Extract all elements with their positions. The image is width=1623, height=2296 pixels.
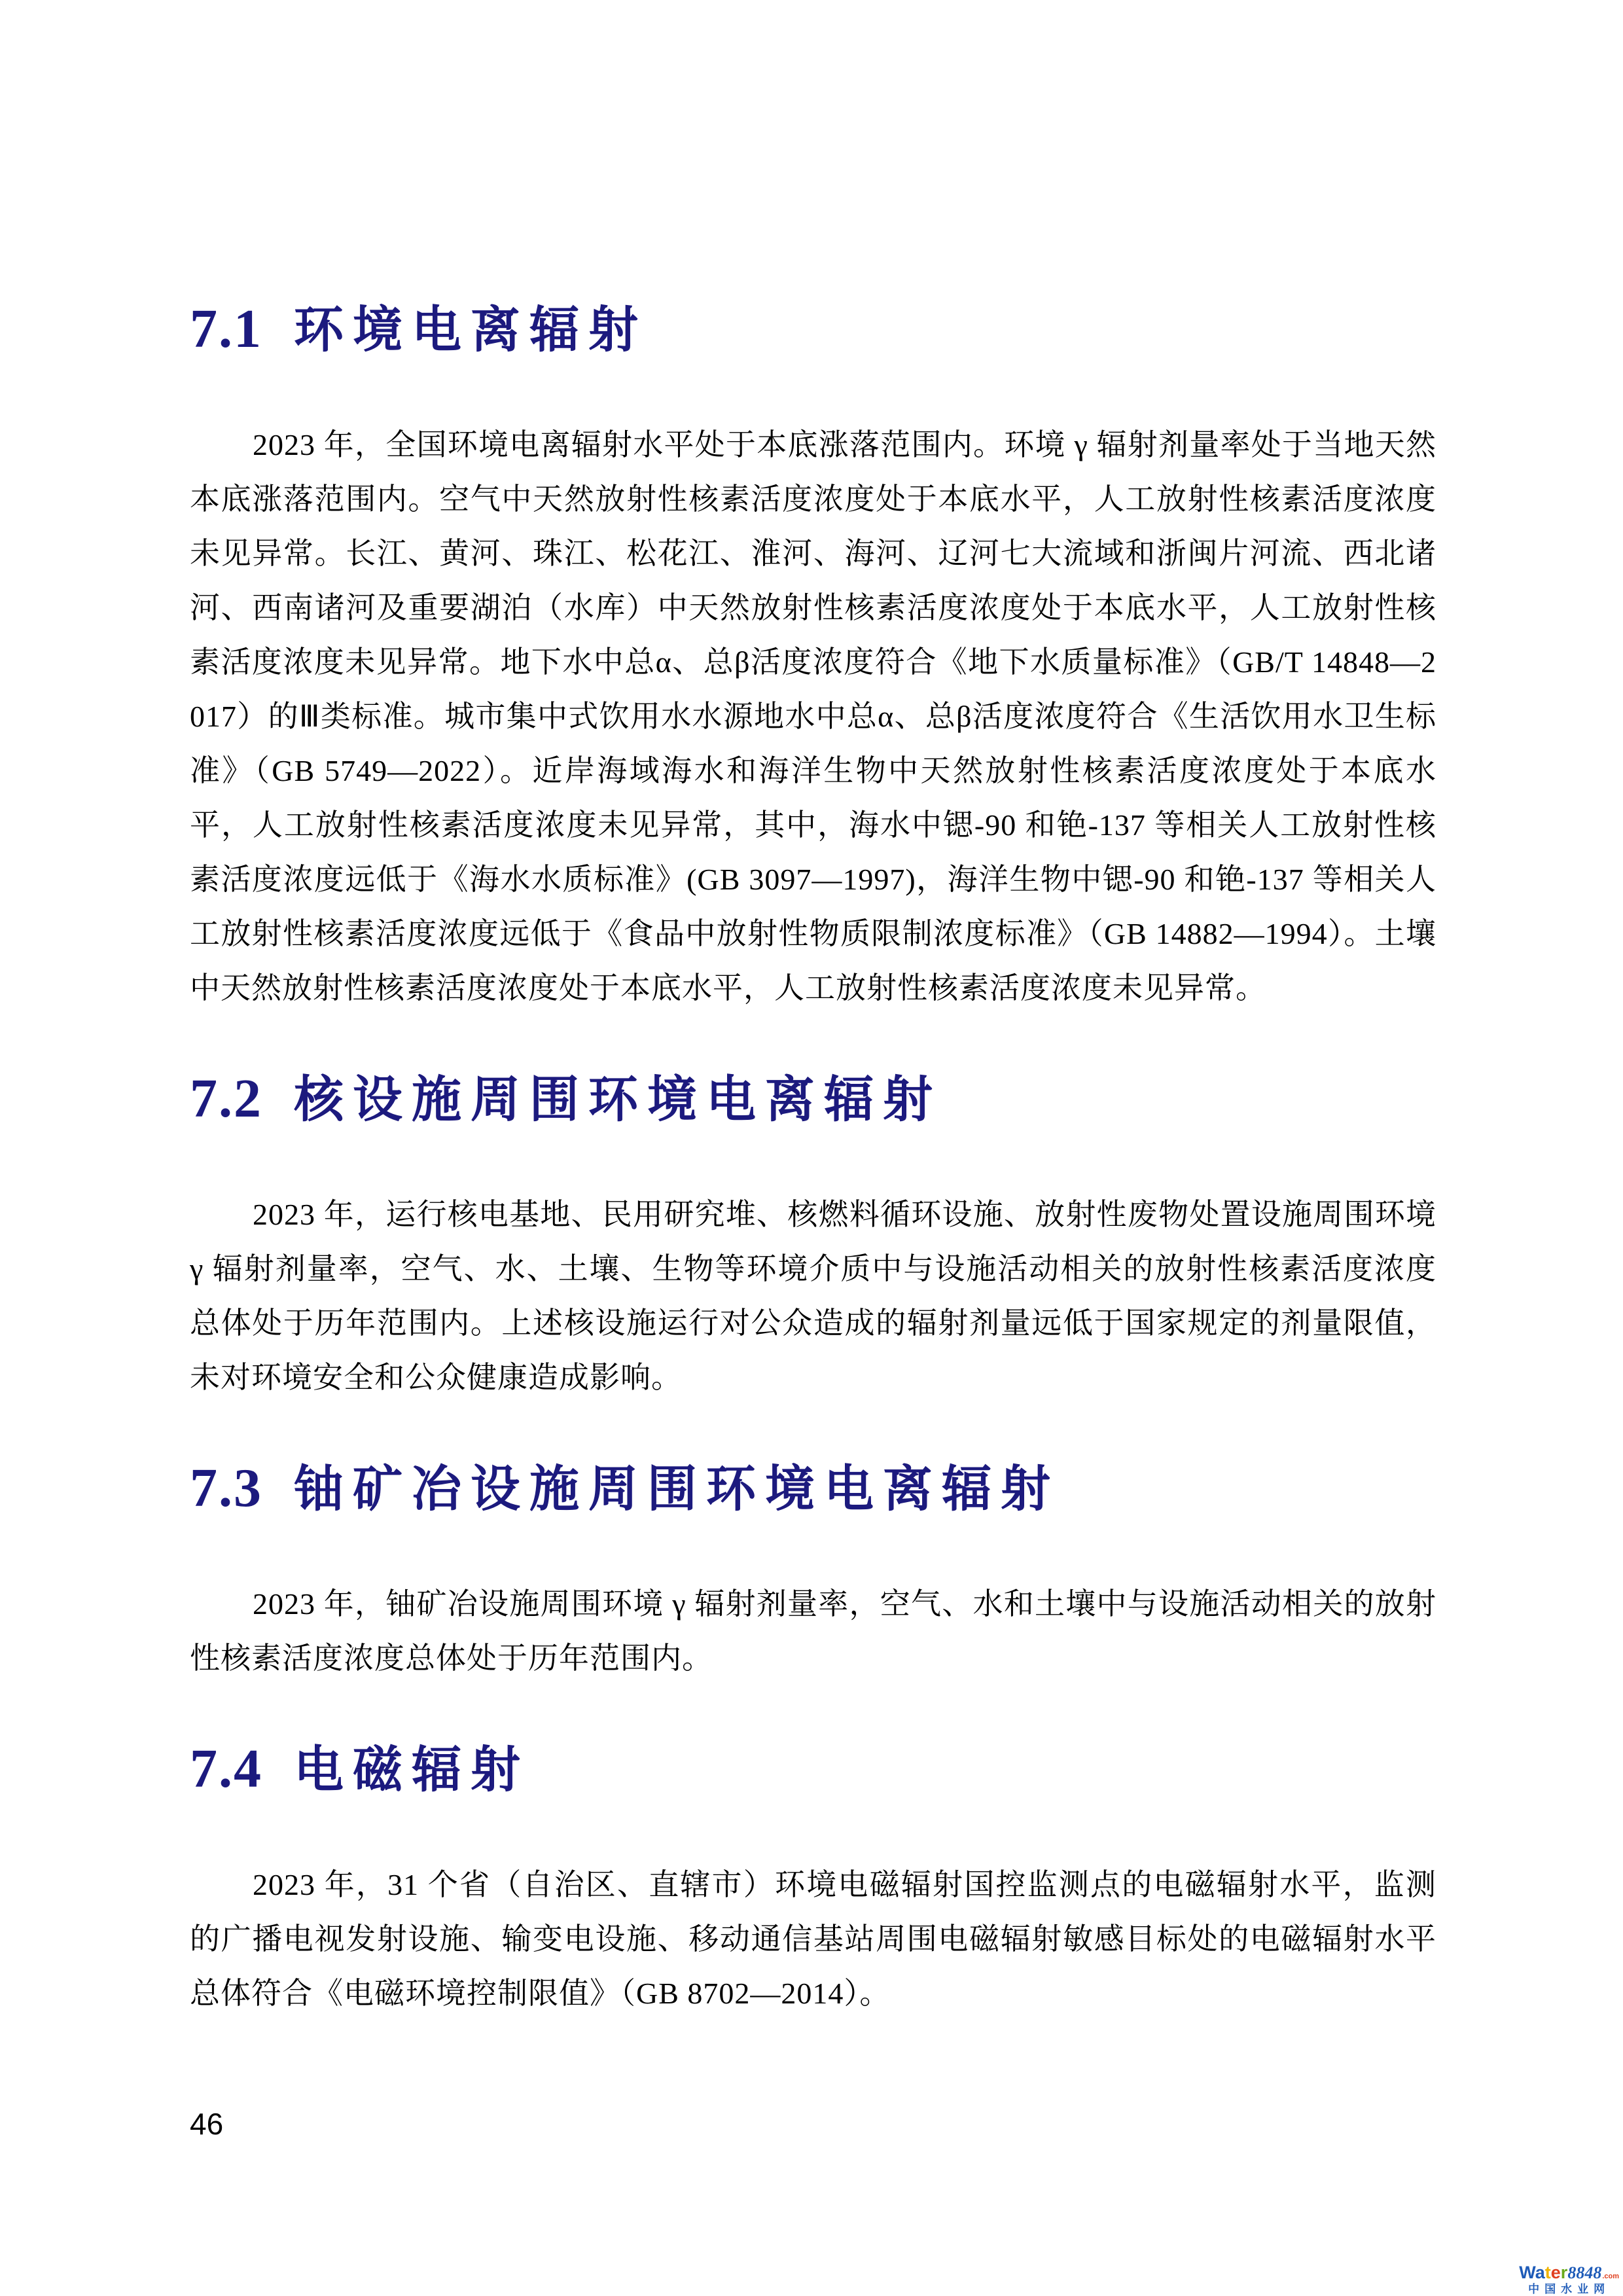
section-7-2-heading	[190, 1067, 1436, 1132]
section-7-1	[190, 298, 1436, 1015]
section-title: 环境电离辐射	[294, 303, 647, 358]
watermark-letter: r	[1560, 2263, 1568, 2282]
watermark-letter: e	[1550, 2263, 1561, 2282]
section-7-4	[190, 1738, 1436, 2020]
watermark-letter: a	[1535, 2263, 1545, 2282]
section-title: 核设施周围环境电离辐射	[294, 1073, 942, 1128]
watermark-number: 8848	[1567, 2263, 1602, 2282]
section-7-4-paragraph: 2023 年，31 个省（自治区、直辖市）环境电磁辐射国控监测点的电磁辐射水平，监测的广播电视发射设施、输变电设施、移动通信基站周围电磁辐射敏感目标处的电磁辐射水平总体符合《电磁环境控制限值》（GB 8702—2014）。	[190, 1868, 1436, 2010]
watermark-tld: .com	[1602, 2272, 1619, 2280]
section-7-1-paragraph: 2023 年，全国环境电离辐射水平处于本底涨落范围内。环境 γ 辐射剂量率处于当地天然本底涨落范围内。空气中天然放射性核素活度浓度处于本底水平，人工放射性核素活度浓度未见异常。长江、黄河、珠江、松花江、淮河、海河、辽河七大流域和浙闽片河流、西北诸河、西南诸河及重要湖泊（水库）中天然放射性核素活度浓度处于本底水平，人工放射性核素活度浓度未见异常。地下水中总α、总β活度浓度符合《地下水质量标准》（GB/T 14848—2017）的Ⅲ类标准。城市集中式饮用水水源地水中总α、总β活度浓度符合《生活饮用水卫生标准》（GB 5749—2022）。近岸海域海水和海洋生物中天然放射性核素活度浓度处于本底水平，人工放射性核素活度浓度未见异常，其中，海水中锶-90 和铯-137 等相关人工放射性核素活度浓度远低于《海水水质标准》(GB 3097—1997)，海洋生物中锶-90 和铯-137 等相关人工放射性核素活度浓度远低于《食品中放射性物质限制浓度标准》（GB 14882—1994）。土壤中天然放射性核素活度浓度处于本底水平，人工放射性核素活度浓度未见异常。	[190, 428, 1436, 1005]
watermark-brand-line	[1519, 2264, 1619, 2282]
section-number: 7.4	[190, 1738, 262, 1799]
section-7-3	[190, 1457, 1436, 1685]
section-number: 7.2	[190, 1068, 262, 1129]
section-number: 7.1	[190, 298, 262, 359]
watermark-subtitle: 中国水业网	[1528, 2283, 1611, 2295]
section-7-4-heading	[190, 1738, 1436, 1802]
watermark-brand-word	[1519, 2264, 1567, 2282]
section-7-3-paragraph: 2023 年，铀矿冶设施周围环境 γ 辐射剂量率，空气、水和土壤中与设施活动相关的放射性核素活度浓度总体处于历年范围内。	[190, 1587, 1436, 1675]
section-7-2-paragraph: 2023 年，运行核电基地、民用研究堆、核燃料循环设施、放射性废物处置设施周围环境 γ 辐射剂量率，空气、水、土壤、生物等环境介质中与设施活动相关的放射性核素活度浓度总体处于历年范围内。上述核设施运行对公众造成的辐射剂量远低于国家规定的剂量限值，未对环境安全和公众健康造成影响。	[190, 1198, 1436, 1394]
watermark-letter: W	[1519, 2263, 1535, 2282]
section-7-3-heading	[190, 1457, 1436, 1521]
water8848-watermark-logo	[1519, 2264, 1619, 2295]
section-7-2	[190, 1067, 1436, 1405]
section-number: 7.3	[190, 1458, 262, 1518]
section-title: 电磁辐射	[294, 1743, 529, 1798]
section-title: 铀矿冶设施周围环境电离辐射	[294, 1462, 1060, 1517]
watermark-letter: t	[1544, 2263, 1551, 2282]
section-7-1-heading	[190, 298, 1436, 362]
page-number: 46	[190, 2107, 224, 2141]
